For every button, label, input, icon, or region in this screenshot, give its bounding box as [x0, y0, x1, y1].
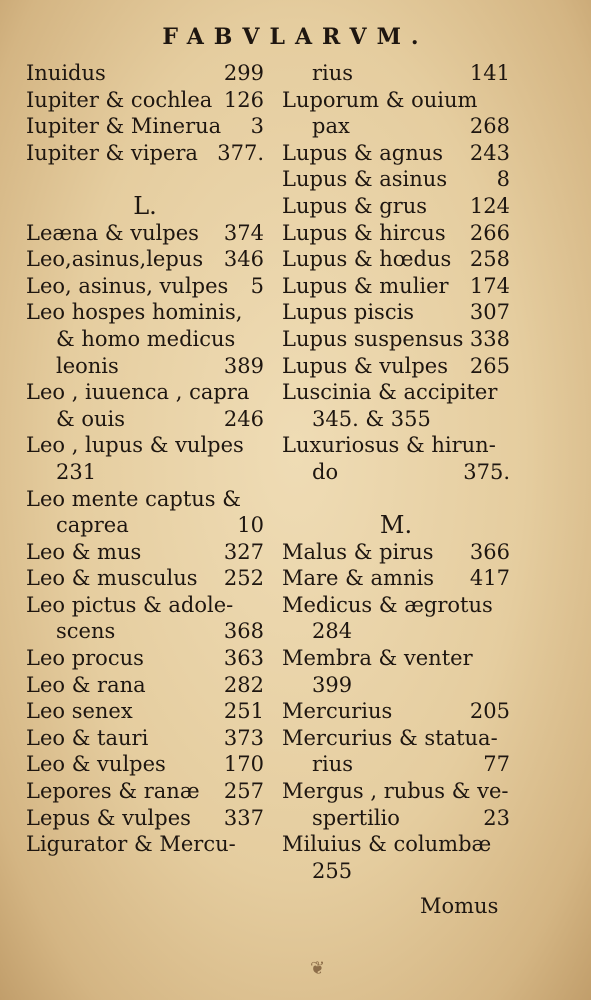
entry-line [26, 379, 264, 406]
index-entry [282, 698, 510, 725]
page-number: 124 [469, 193, 510, 218]
page-number: 170 [223, 752, 264, 777]
entry-line [282, 432, 510, 459]
index-entry [282, 60, 510, 87]
page-number: 126 [223, 87, 264, 112]
entry-text: Lupus & agnus [282, 140, 444, 165]
index-entry [26, 87, 264, 114]
index-column-left [26, 60, 264, 858]
index-entry [282, 831, 510, 884]
page-number: 266 [469, 220, 510, 245]
entry-line [26, 459, 264, 486]
entry-text: Lepus & vulpes [26, 805, 191, 830]
entry-line [26, 246, 264, 273]
page-number: 246 [223, 406, 264, 431]
entry-text: Leo hospes hominis, [26, 300, 243, 325]
entry-line [282, 87, 510, 114]
entry-text: Mare & amnis [282, 566, 434, 591]
page-number: 282 [223, 672, 264, 697]
entry-text: Leo & mus [26, 539, 142, 564]
entry-line [282, 539, 510, 566]
entry-line [282, 672, 510, 699]
entry-line [282, 698, 510, 725]
entry-line [282, 565, 510, 592]
running-header: FABVLARVM. [162, 24, 429, 50]
index-entry [26, 672, 264, 699]
entry-text: Leo,asinus,lepus [26, 247, 204, 272]
index-entry [26, 246, 264, 273]
entry-text: Lupus & asinus [282, 167, 448, 192]
entry-text: Leo , iuuenca , capra [26, 380, 250, 405]
index-entry [282, 246, 510, 273]
entry-text: rius [312, 61, 354, 85]
index-entry [26, 486, 264, 539]
entry-line [282, 725, 510, 752]
entry-line [282, 299, 510, 326]
index-entry [26, 220, 264, 247]
page-number: 377. [217, 140, 264, 165]
entry-text: scens [56, 619, 116, 644]
entry-text: Mercurius [282, 699, 393, 724]
page-number: 327 [223, 539, 264, 564]
entry-line [282, 379, 510, 406]
index-entry [282, 193, 510, 220]
index-entry [282, 645, 510, 698]
entry-line [26, 432, 264, 459]
entry-line [26, 645, 264, 672]
entry-text: Lupus piscis [282, 300, 415, 325]
entry-line [26, 326, 264, 353]
index-entry [282, 432, 510, 485]
index-entry [26, 831, 264, 858]
entry-text: pax [312, 114, 350, 139]
index-entry [282, 87, 510, 140]
index-entry [282, 273, 510, 300]
index-entry [26, 645, 264, 672]
entry-line [26, 698, 264, 725]
entry-text: Leo pictus & adole- [26, 592, 234, 617]
entry-text: caprea [56, 513, 129, 538]
entry-line [26, 539, 264, 566]
index-entry [282, 220, 510, 247]
entry-line [26, 672, 264, 699]
page-number: 265 [469, 353, 510, 378]
entry-text: Luporum & ouium [282, 87, 478, 112]
entry-text: Leo & tauri [26, 725, 149, 750]
section-heading: L. [133, 191, 157, 220]
entry-text: & homo medicus [56, 326, 236, 351]
index-entry [26, 432, 264, 485]
entry-text: Leo procus [26, 646, 144, 671]
entry-line [282, 751, 510, 778]
entry-line [26, 140, 264, 167]
page-number: 141 [469, 61, 510, 85]
entry-line [26, 273, 264, 300]
entry-text: Leo mente captus & [26, 486, 241, 511]
entry-text: Lupus & grus [282, 193, 428, 218]
section-heading: M. [379, 511, 413, 540]
entry-line [282, 831, 510, 858]
entry-text: Lupus & vulpes [282, 353, 449, 378]
page-number: 251 [223, 699, 264, 724]
entry-text: Leo senex [26, 699, 133, 724]
page-number: 368 [223, 619, 264, 644]
catchword: Momus [420, 894, 499, 918]
entry-line [26, 751, 264, 778]
entry-line [282, 326, 510, 353]
index-entry [26, 113, 264, 140]
entry-text: Lupus & mulier [282, 273, 449, 298]
entry-text: leonis [56, 353, 119, 378]
entry-line [282, 858, 510, 885]
index-column-right [282, 60, 510, 884]
index-entry [282, 565, 510, 592]
entry-line [282, 406, 510, 433]
entry-text: Luxuriosus & hirun- [282, 433, 496, 458]
page-number: 375. [463, 459, 510, 484]
entry-text: Luscinia & accipiter [282, 380, 498, 405]
entry-text: Membra & venter [282, 646, 473, 671]
entry-line [282, 220, 510, 247]
entry-text: Mergus , rubus & ve- [282, 779, 509, 804]
entry-line [282, 166, 510, 193]
entry-text: spertilio [312, 805, 400, 830]
entry-line [282, 60, 510, 87]
page-number: 77 [483, 752, 510, 777]
page-number: 8 [496, 167, 510, 192]
entry-text: Inuidus [26, 61, 106, 85]
entry-line [26, 778, 264, 805]
entry-line [282, 618, 510, 645]
index-entry [26, 299, 264, 379]
entry-text: 284 [312, 619, 353, 644]
entry-text: Iupiter & vipera [26, 140, 198, 165]
entry-text: 231 [56, 459, 97, 484]
entry-line [26, 486, 264, 513]
entry-text: Medicus & ægrotus [282, 592, 493, 617]
entry-line [26, 805, 264, 832]
index-entry [26, 698, 264, 725]
entry-text: do [312, 459, 339, 484]
entry-line [26, 220, 264, 247]
index-entry [26, 805, 264, 832]
entry-line [282, 645, 510, 672]
entry-text: rius [312, 752, 354, 777]
entry-line [282, 353, 510, 380]
index-entry [282, 539, 510, 566]
page-number: 258 [469, 247, 510, 272]
index-entry [26, 539, 264, 566]
entry-line [282, 778, 510, 805]
page-number: 205 [469, 699, 510, 724]
index-entry [26, 140, 264, 167]
entry-line [26, 565, 264, 592]
entry-text: Iupiter & cochlea [26, 87, 213, 112]
index-entry [282, 140, 510, 167]
entry-line [282, 140, 510, 167]
page-number: 268 [469, 114, 510, 139]
entry-line [282, 193, 510, 220]
page-number: 3 [250, 114, 264, 139]
index-entry [26, 725, 264, 752]
page-number: 252 [223, 566, 264, 591]
entry-text: & ouis [56, 406, 126, 431]
index-entry [282, 379, 510, 432]
entry-line [26, 618, 264, 645]
page-number: 337 [223, 805, 264, 830]
ornament-icon: ❦ [310, 958, 326, 979]
page-number: 373 [223, 725, 264, 750]
entry-text: Leo & rana [26, 672, 146, 697]
page-number: 23 [483, 805, 510, 830]
index-entry [26, 60, 264, 87]
index-entry [26, 379, 264, 432]
index-entry [26, 592, 264, 645]
entry-line [282, 273, 510, 300]
entry-text: Leo & musculus [26, 566, 198, 591]
page-number: 257 [223, 779, 264, 804]
entry-text: Lepores & ranæ [26, 779, 200, 804]
index-entry [26, 778, 264, 805]
page-number: 174 [469, 273, 510, 298]
entry-text: Leæna & vulpes [26, 220, 199, 245]
entry-text: Lupus & hœdus [282, 247, 452, 272]
index-entry [282, 592, 510, 645]
entry-text: Ligurator & Mercu- [26, 832, 236, 857]
entry-line [26, 353, 264, 380]
page-number: 363 [223, 646, 264, 671]
entry-line [26, 299, 264, 326]
entry-line [282, 246, 510, 273]
entry-text: Lupus & hircus [282, 220, 446, 245]
index-entry [26, 751, 264, 778]
entry-line [26, 512, 264, 539]
index-entry [282, 299, 510, 326]
entry-line [26, 113, 264, 140]
entry-line [26, 831, 264, 858]
index-entry [282, 353, 510, 380]
entry-text: Miluius & columbæ [282, 832, 492, 857]
entry-line [26, 60, 264, 87]
entry-line [26, 592, 264, 619]
entry-line [26, 725, 264, 752]
entry-text: Leo , lupus & vulpes [26, 433, 244, 458]
entry-line [282, 459, 510, 486]
entry-text: Leo, asinus, vulpes [26, 273, 229, 298]
page-number: 366 [469, 539, 510, 564]
entry-text: Iupiter & Minerua [26, 114, 222, 139]
page-number: 346 [223, 247, 264, 272]
page-number: 10 [237, 513, 264, 538]
entry-line [282, 592, 510, 619]
entry-line [26, 87, 264, 114]
entry-text: Leo & vulpes [26, 752, 166, 777]
page-number: 243 [469, 140, 510, 165]
entry-text: Lupus suspensus [282, 326, 464, 351]
index-entry [26, 565, 264, 592]
entry-line [282, 805, 510, 832]
entry-text: 345. & 355 [312, 406, 431, 431]
index-entry [26, 273, 264, 300]
entry-text: 399 [312, 672, 353, 697]
page-number: 299 [223, 61, 264, 85]
entry-line [26, 406, 264, 433]
page-number: 374 [223, 220, 264, 245]
entry-text: Mercurius & statua- [282, 725, 498, 750]
page-number: 338 [469, 326, 510, 351]
entry-line [282, 113, 510, 140]
entry-text: Malus & pirus [282, 539, 434, 564]
index-entry [282, 326, 510, 353]
page-number: 417 [469, 566, 510, 591]
page-number: 389 [223, 353, 264, 378]
index-entry [282, 778, 510, 831]
index-entry [282, 166, 510, 193]
entry-text: 255 [312, 858, 353, 883]
page-number: 5 [250, 273, 264, 298]
page-number: 307 [469, 300, 510, 325]
index-entry [282, 725, 510, 778]
